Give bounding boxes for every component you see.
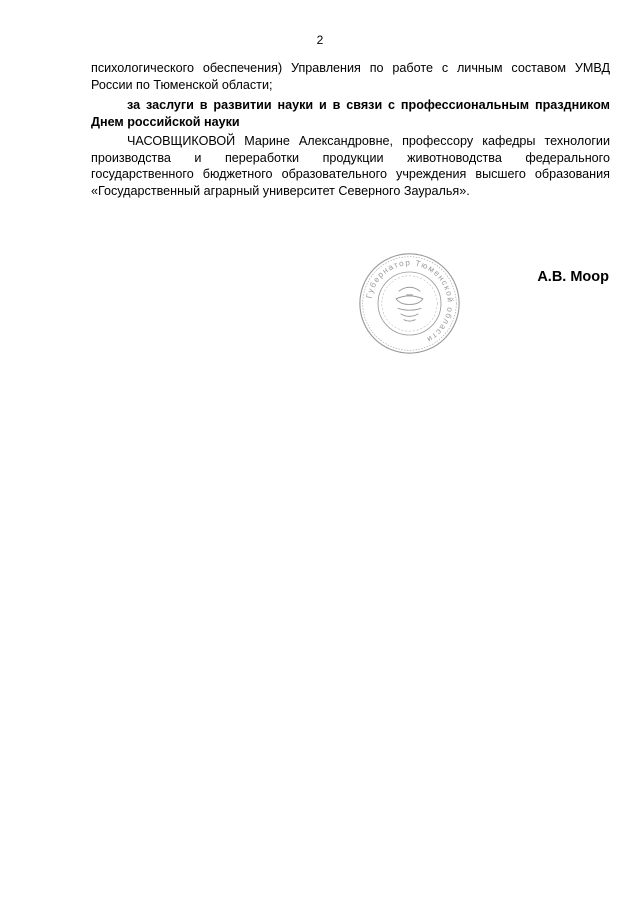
award-heading: за заслуги в развитии науки и в связи с профессиональным праздником Днем российской науки [91, 98, 610, 129]
seal-dotted-ring [363, 257, 457, 351]
coat-of-arms-emblem [396, 287, 423, 321]
seal-outer-ring [360, 254, 459, 353]
signature-name: А.В. Моор [537, 269, 609, 285]
seal-inner-dotted-ring [382, 276, 437, 331]
document-body [91, 60, 610, 199]
page-number: 2 [316, 33, 324, 47]
paragraph-continuation: психологического обеспечения) Управления по работе с личным составом УМВД России по Тюменской области; [91, 61, 610, 92]
paragraph-award: ЧАСОВЩИКОВОЙ Марине Александровне, профессору кафедры технологии производства и переработки продукции животноводства федерального государственного бюджетного образовательного учреждения высшего образования «Государственный аграрный университет Северного Зауралья». [91, 134, 610, 198]
seal-inner-ring [378, 272, 441, 335]
seal-ring-text: Губернатор Тюменской области [364, 258, 455, 345]
official-seal [357, 251, 462, 356]
